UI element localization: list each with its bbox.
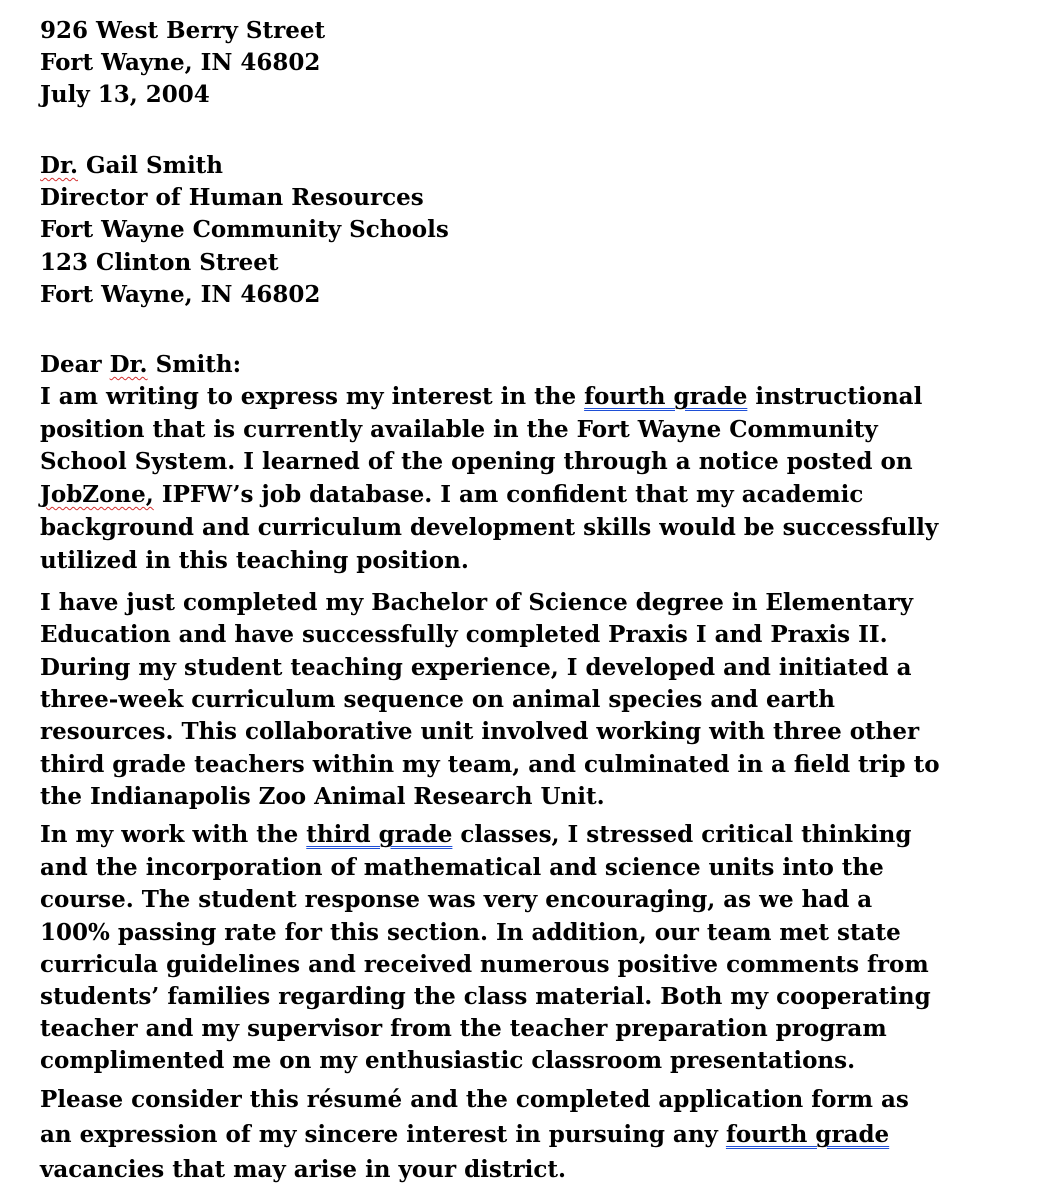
- paragraph-line: 100% passing rate for this section. In addition, our team met state: [40, 919, 901, 946]
- paragraph-line: curricula guidelines and received numerous positive comments from: [40, 951, 929, 978]
- paragraph-line: teacher and my supervisor from the teacher preparation program: [40, 1015, 887, 1042]
- recipient-city: Fort Wayne, IN 46802: [40, 281, 321, 308]
- grammar-flag[interactable]: fourth grade: [725, 1121, 890, 1148]
- paragraph-line: vacancies that may arise in your district.: [40, 1156, 566, 1183]
- sender-street: 926 West Berry Street: [40, 17, 326, 44]
- paragraph-line: and the incorporation of mathematical and science units into the: [40, 854, 884, 881]
- paragraph-line: School System. I learned of the opening through a notice posted on: [40, 448, 913, 475]
- spelling-flag[interactable]: Dr.: [109, 351, 148, 378]
- recipient-title: Director of Human Resources: [40, 184, 424, 211]
- recipient-organization: Fort Wayne Community Schools: [40, 216, 449, 243]
- paragraph-line: [40, 479, 863, 511]
- paragraph-line: Education and have successfully completed Praxis I and Praxis II.: [40, 621, 888, 648]
- spelling-flag[interactable]: Dr.: [40, 152, 78, 179]
- salutation: [40, 349, 241, 381]
- paragraph-line: During my student teaching experience, I developed and initiated a: [40, 654, 912, 681]
- paragraph-text: an expression of my sincere interest in pursuing any: [40, 1121, 726, 1148]
- paragraph-line: background and curriculum development skills would be successfully: [40, 514, 939, 541]
- paragraph-line: resources. This collaborative unit involved working with three other: [40, 718, 920, 745]
- paragraph-line: course. The student response was very encouraging, as we had a: [40, 886, 873, 913]
- recipient-name-text: Gail Smith: [77, 152, 224, 179]
- paragraph-line: three-week curriculum sequence on animal species and earth: [40, 686, 836, 713]
- paragraph-line: complimented me on my enthusiastic classroom presentations.: [40, 1047, 856, 1074]
- paragraph-text: IPFW’s job database. I am confident that my academic: [153, 481, 864, 508]
- paragraph-text: In my work with the: [40, 821, 307, 848]
- salutation-text: Dear: [40, 351, 110, 378]
- letter-date: July 13, 2004: [40, 81, 210, 108]
- paragraph-line: [40, 381, 922, 413]
- paragraph-line: third grade teachers within my team, and culminated in a field trip to: [40, 751, 940, 778]
- recipient-street: 123 Clinton Street: [40, 249, 279, 276]
- paragraph-line: [40, 1119, 889, 1151]
- paragraph-text: classes, I stressed critical thinking: [452, 821, 912, 848]
- spelling-flag[interactable]: JobZone,: [40, 481, 154, 508]
- paragraph-line: students’ families regarding the class material. Both my cooperating: [40, 983, 931, 1010]
- paragraph-text: instructional: [747, 383, 923, 410]
- paragraph-line: utilized in this teaching position.: [40, 547, 469, 574]
- paragraph-line: position that is currently available in the Fort Wayne Community: [40, 416, 878, 443]
- grammar-flag[interactable]: third grade: [306, 821, 453, 848]
- paragraph-line: Please consider this résumé and the completed application form as: [40, 1086, 909, 1113]
- paragraph-line: [40, 819, 911, 851]
- sender-city: Fort Wayne, IN 46802: [40, 49, 321, 76]
- paragraph-line: I have just completed my Bachelor of Science degree in Elementary: [40, 589, 913, 616]
- grammar-flag[interactable]: fourth grade: [584, 383, 748, 410]
- paragraph-text: I am writing to express my interest in the: [40, 383, 585, 410]
- paragraph-line: the Indianapolis Zoo Animal Research Unit.: [40, 783, 605, 810]
- salutation-text: Smith:: [147, 351, 242, 378]
- recipient-name: [40, 150, 223, 182]
